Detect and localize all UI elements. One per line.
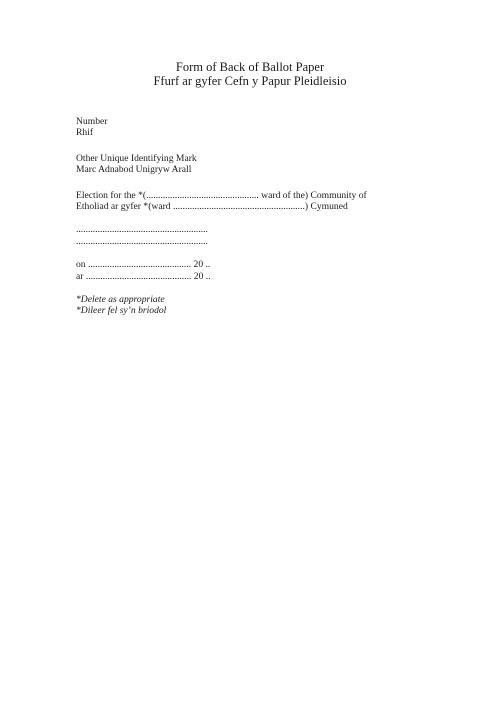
form-title-english: Form of Back of Ballot Paper xyxy=(175,60,325,74)
date-line-welsh: ar ............................................ 20 .. xyxy=(76,270,211,282)
spacer xyxy=(76,176,416,190)
spacer xyxy=(76,139,416,153)
form-title-welsh: Ffurf ar gyfer Cefn y Papur Pleidleisio xyxy=(153,74,347,88)
spacer xyxy=(76,212,416,224)
number-label-english: Number xyxy=(76,116,108,127)
election-line-welsh: Etholiad ar gyfer *(ward .......................................................) Cymuned xyxy=(76,201,348,213)
form-title xyxy=(0,60,500,88)
election-line-english: Election for the *(............................................... ward of the) Community of xyxy=(76,189,367,201)
spacer xyxy=(76,247,416,259)
form-body xyxy=(76,116,416,317)
number-label-welsh: Rhif xyxy=(76,127,94,139)
blank-fill-line: ....................................................... xyxy=(76,235,208,247)
spacer xyxy=(76,282,416,294)
footnote-welsh: *Dileer fel sy’n briodol xyxy=(76,305,167,317)
date-line-english: on ........................................... 20 .. xyxy=(76,259,211,271)
identifying-mark-label-english: Other Unique Identifying Mark xyxy=(76,152,197,164)
identifying-mark-label-welsh: Marc Adnabod Unigryw Arall xyxy=(76,164,192,176)
blank-fill-line: ....................................................... xyxy=(76,224,208,236)
footnote-english: *Delete as appropriate xyxy=(76,294,165,306)
